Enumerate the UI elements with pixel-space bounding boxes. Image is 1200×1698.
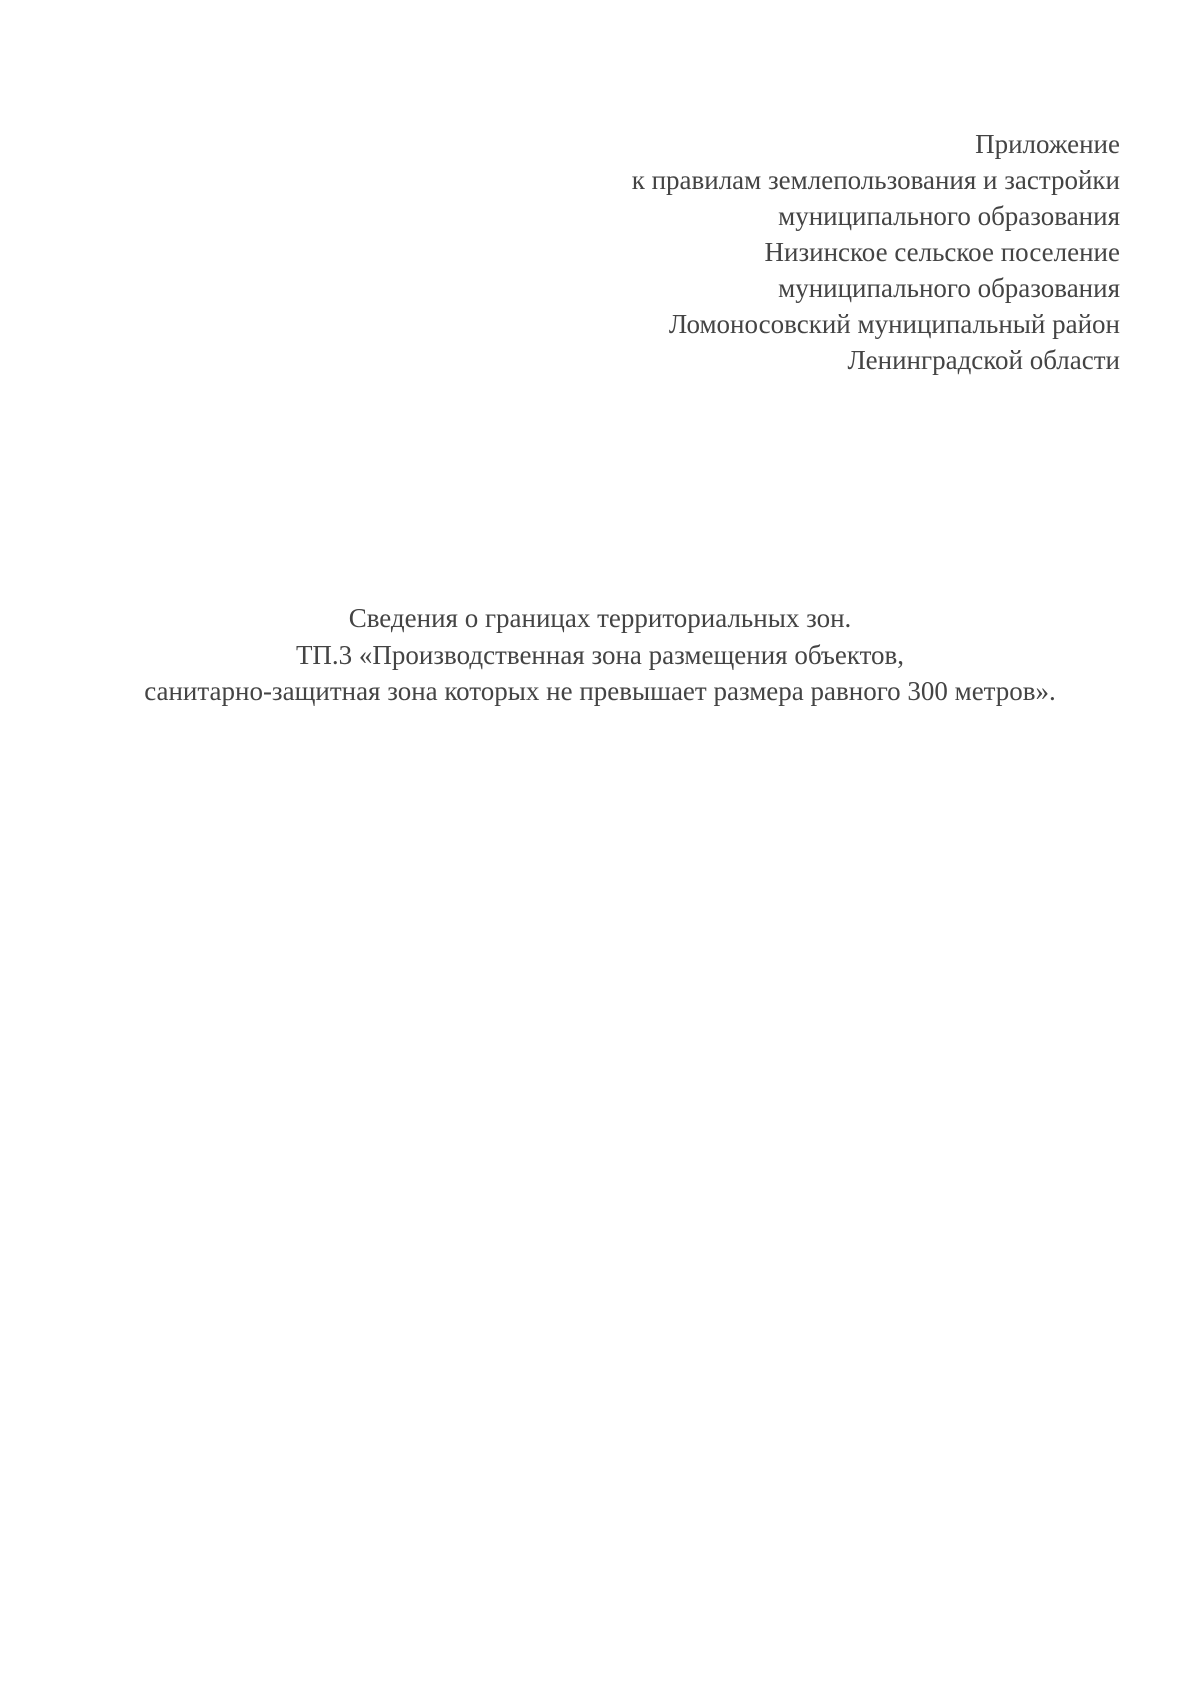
appendix-line: Ленинградской области — [847, 345, 1120, 375]
appendix-line: Ломоносовский муниципальный район — [668, 309, 1120, 339]
appendix-header — [420, 126, 1120, 378]
appendix-line: муниципального образования — [778, 201, 1120, 231]
document-title — [0, 600, 1200, 710]
title-line: ТП.3 «Производственная зона размещения объектов, — [295, 639, 905, 670]
appendix-line: Приложение — [975, 129, 1120, 159]
appendix-line: муниципального образования — [778, 273, 1120, 303]
appendix-line: Низинское сельское поселение — [764, 237, 1120, 267]
appendix-line: к правилам землепользования и застройки — [631, 165, 1120, 195]
title-line: санитарно-защитная зона которых не превышает размера равного 300 метров». — [144, 676, 1056, 706]
title-line: Сведения о границах территориальных зон. — [348, 603, 852, 633]
